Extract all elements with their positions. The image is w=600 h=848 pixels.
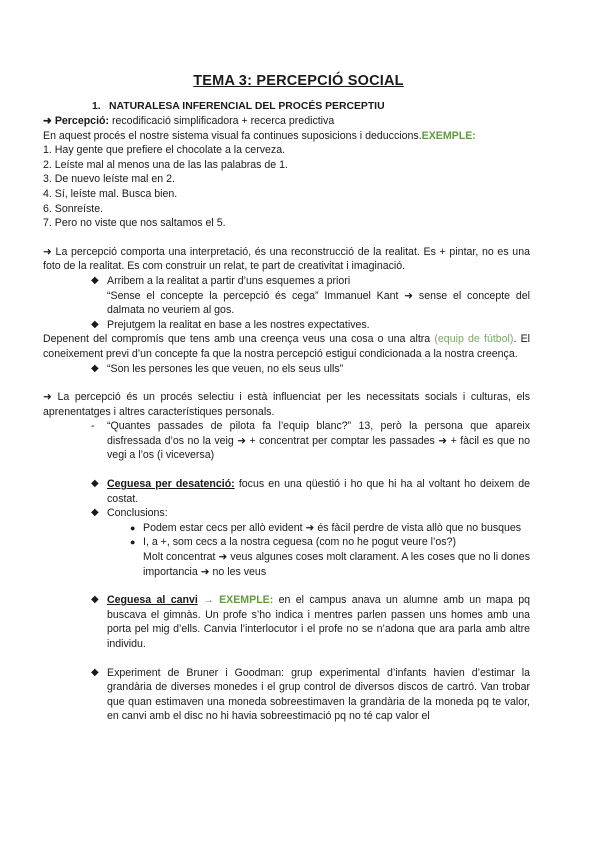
diamond-bullet-icon: ◆ [91, 594, 99, 606]
ceguesa-desatencio-paragraph [107, 477, 530, 506]
ceguesa-canvi-paragraph [107, 593, 530, 651]
exemple-label: EXEMPLE: [421, 129, 476, 142]
prejutgem-text: Prejutgem la realitat en base a les nostres expectatives. [107, 318, 370, 331]
percepcio-text: recodificació simplificadora + recerca predictiva [109, 115, 335, 127]
bruner-paragraph: Experiment de Bruner i Goodman: grup experimental d’infants havien d’estimar la grandària de diverses monedes i el grup control de diversos discos de cartró. Van trobar que quan estimaven una moneda sobreestimaven la grandària de la moneda pq te valor, en canvi amb el disc no hi havia sobreestimació pq no té cap valor el [107, 666, 530, 723]
list-item: 4. Sí, leíste mal. Busca bien. [43, 187, 178, 200]
depenent-green-note: (equip de fútbol) [434, 333, 514, 346]
cecs-text: Podem estar cecs per allò evident ➜ és fàcil perdre de vista allò que no busques [143, 521, 522, 534]
section-heading [92, 100, 530, 114]
list-item [43, 274, 530, 318]
list-item: 7. Pero no viste que nos saltamos el 5. [43, 217, 226, 230]
list-item: 6. Sonreíste. [43, 202, 104, 215]
list-item [43, 362, 530, 377]
depenent-text-end: . El coneixement previ d’un concepte fa que la nostra percepció estigui condicionada a la nostra creença. [43, 333, 531, 360]
section-number: 1. [92, 101, 101, 112]
diamond-bullet-icon: ◆ [91, 362, 99, 374]
interpretacio-paragraph: ➜ La percepció comporta una interpretació, és una reconstrucció de la realitat. Es + pintar, no es una foto de la realitat. Es com construir un relat, te part de creativitat i imaginació. [43, 245, 530, 273]
list-item [43, 506, 530, 521]
diamond-bullet-icon: ◆ [91, 507, 99, 519]
list-item [43, 535, 530, 579]
ceguesa-canvi-label: Ceguesa al canvi [107, 594, 198, 607]
proces-paragraph [43, 129, 530, 144]
arribem-text: Arribem a la realitat a partir d’uns esquemes a priori [107, 274, 351, 287]
diamond-bullet-icon: ◆ [91, 666, 99, 678]
list-item: 3. De nuevo leíste mal en 2. [43, 173, 175, 186]
diamond-bullet-icon: ◆ [91, 274, 99, 286]
molt-text: Molt concentrat ➜ veus algunes coses molt clarament. A les coses que no li dones importancia ➜ no les veus [143, 551, 530, 578]
example-list [43, 143, 530, 231]
depenent-text: Depenent del compromís que tens amb una creença veus una cosa o una altra [43, 333, 435, 346]
percepcio-label: Percepció: [54, 115, 110, 127]
depenent-paragraph [43, 332, 530, 361]
page-title: TEMA 3: PERCEPCIÓ SOCIAL [193, 73, 404, 89]
list-item: 2. Leíste mal al menos una de las las palabras de 1. [43, 158, 288, 171]
arrow-icon: ➜ [43, 115, 52, 127]
list-item [43, 318, 530, 333]
ceguesa-desatencio-text: focus en una qüestió i ho que hi ha al voltant ho deixem de costat. [107, 478, 530, 505]
persones-quote: “Son les persones les que veuen, no els seus ulls” [107, 362, 344, 375]
dot-bullet-icon: ● [130, 537, 136, 548]
exemple-label: EXEMPLE: [219, 594, 274, 607]
diamond-bullet-icon: ◆ [91, 318, 99, 330]
dash-bullet-icon: - [91, 420, 95, 433]
section-title: NATURALESA INFERENCIAL DEL PROCÉS PERCEPTIU [109, 101, 385, 112]
conclusions-label: Conclusions: [107, 507, 168, 520]
list-item [43, 593, 530, 651]
list-item [43, 419, 530, 463]
ceguesa-desatencio-label: Ceguesa per desatenció: [107, 478, 235, 491]
list-item: 1. Hay gente que prefiere el chocolate a la cerveza. [43, 144, 286, 157]
ceguesa-canvi-text: en el campus anava un alumne amb un mapa pq buscava el gimnàs. Un profe s’ho indica i mentres parlen passen uns homes amb una porta pel mig d’ells. Canvia l’interlocutor i el profe no se n’adona que ara parla amb altre individu. [107, 594, 530, 650]
list-item [43, 521, 530, 536]
list-item [43, 477, 530, 506]
arrow-icon: → [197, 594, 220, 607]
ceguesa-text: I, a +, som cecs a la nostra ceguesa (com no he pogut veure l’os?) [143, 536, 456, 549]
percepcio-definition [43, 114, 530, 129]
selectiu-paragraph: ➜ La percepció és un procés selectiu i està influenciat per les necessitats socials i culturas, els aprenentatges i altres característiques personals. [43, 391, 530, 418]
diamond-bullet-icon: ◆ [91, 478, 99, 490]
dot-bullet-icon: ● [130, 522, 136, 533]
list-item [43, 666, 530, 724]
proces-text: En aquest procés el nostre sistema visual fa continues suposicions i deduccions. [43, 129, 422, 142]
kant-quote: “Sense el concepte la percepció és cega” Immanuel Kant ➜ sense el concepte del dalmata no veuriem al gos. [107, 289, 530, 317]
document-page [43, 72, 530, 724]
passades-text: “Quantes passades de pilota fa l’equip blanc?” 13, però la persona que apareix disfressada d’os no la veig ➜ + concentrat per comptar les passades ➜ + fàcil es que no vegi a l’os (i viceversa) [107, 420, 530, 462]
